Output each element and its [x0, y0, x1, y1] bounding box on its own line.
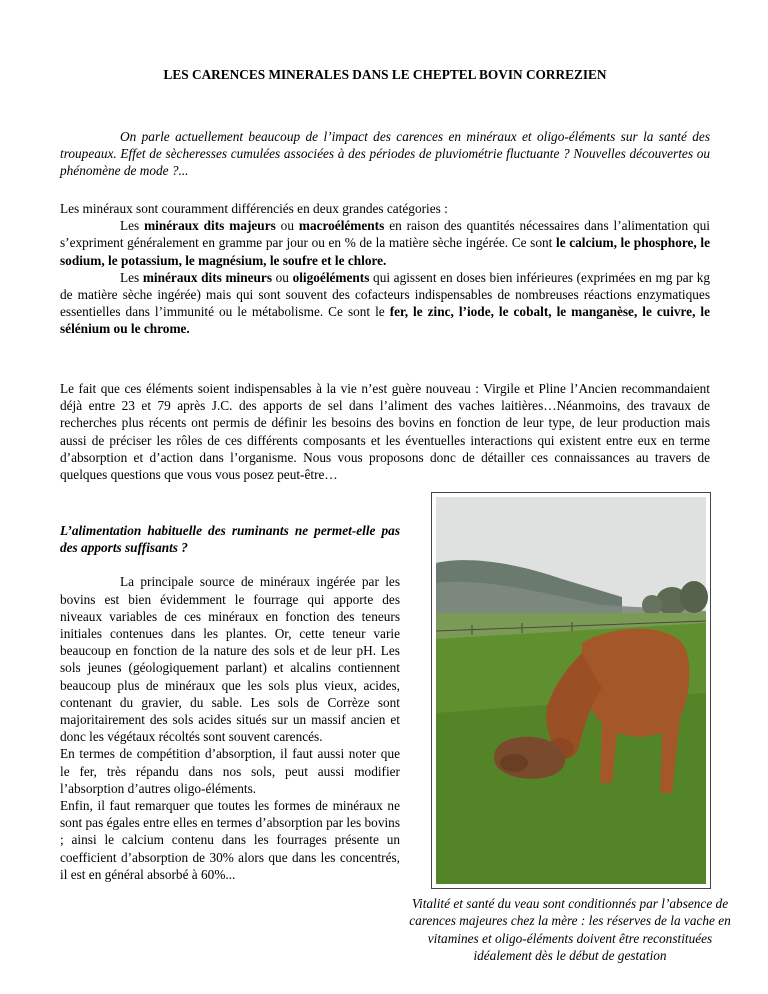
question-section: [60, 522, 400, 883]
macroelements-paragraph: Les minéraux dits majeurs ou macroéléments en raison des quantités nécessaires dans l’alimentation qui s’expriment généralement en gramme par jour ou en % de la matière sèche ingérée. Ce sont le calcium, le phosphore, le sodium, le potassium, le magnésium, le soufre et le chlore.: [60, 218, 710, 268]
term-macroelements: macroéléments: [298, 218, 385, 234]
intro-paragraph: On parle actuellement beaucoup de l’impact des carences en minéraux et oligo-éléments sur la santé des troupeaux. Effet de sècheresses cumulées associées à des périodes de pluviométrie fluctuante ? Nouvelles découvertes ou phénomène de mode ?...: [60, 129, 710, 179]
photo-frame: [431, 492, 711, 889]
mineral-categories: [60, 200, 710, 338]
document-title: LES CARENCES MINERALES DANS LE CHEPTEL BOVIN CORREZIEN: [163, 67, 607, 82]
question-paragraph-1: La principale source de minéraux ingérée par les bovins est bien évidemment le fourrage qui apporte des niveaux variables de ces minéraux en fonction des teneurs initiales contenues dans les plantes. Or, cette teneur varie beaucoup en fonction de la nature des sols et de leur pH. Les sols jeunes (géologiquement parlant) et alcalins contiennent beaucoup plus de minéraux que les sols plus vieux, acides, contenant du gravier, du sable. Les sols de Corrèze sont majoritairement des sols acides situés sur un massif ancien et donc les végétaux récoltés sont souvent carencés.: [60, 574, 400, 745]
term-mineraux-mineurs: minéraux dits mineurs: [142, 269, 273, 285]
categories-lead: Les minéraux sont couramment différenciés en deux grandes catégories :: [60, 201, 448, 216]
cow-and-calf-photo: [432, 493, 710, 888]
figure-caption: Vitalité et santé du veau sont conditionnés par l’absence de carences majeures chez la mère : les réserves de la vache en vitamines et oligo-éléments doivent être reconstituées idéalement dès le début de gestation: [409, 896, 731, 964]
term-oligoelements: oligoéléments: [292, 269, 370, 285]
question-paragraph-2: En termes de compétition d’absorption, il faut aussi noter que le fer, très répandu dans nos sols, peut aussi modifier l’absorption d’autres oligo-éléments.: [60, 746, 400, 796]
macroelements-list: le calcium, le phosphore, le sodium, le potassium, le magnésium, le soufre et le chlore.: [60, 235, 710, 268]
oligoelements-paragraph: Les minéraux dits mineurs ou oligoéléments qui agissent en doses bien inférieures (exprimées en mg par kg de matière sèche ingérée) mais qui sont souvent des cofacteurs indispensables de nombreuses réactions enzymatiques essentielles dans l’immunité ou le métabolisme. Ce sont le fer, le zinc, l’iode, le cobalt, le manganèse, le cuivre, le sélénium ou le chrome.: [60, 269, 710, 337]
term-mineraux-majeurs: minéraux dits majeurs: [144, 218, 276, 234]
question-heading: L’alimentation habituelle des ruminants ne permet-elle pas des apports suffisants ?: [60, 523, 400, 556]
history-paragraph: Le fait que ces éléments soient indispensables à la vie n’est guère nouveau : Virgile et Pline l’Ancien recommandaient déjà entre 23 et 79 après J.C. des apports de sel dans l’aliment des vaches laitières…Néanmoins, des travaux de recherches plus récents ont permis de définir les besoins des bovins en fonction de leur type, de leur production mais aussi de préciser les rôles de ces différents composants et les éventuelles interactions qui existent entre eux en terme d’absorption et d’action dans l’organisme. Nous vous proposons donc de détailler ces connaissances au travers de quelques questions que vous vous posez peut-être…: [60, 381, 710, 483]
question-paragraph-3: Enfin, il faut remarquer que toutes les formes de minéraux ne sont pas égales entre elles en termes d’absorption par les bovins ; ainsi le calcium contenu dans les fourrages présente un coefficient d’absorption de 30% alors que dans les concentrés, il est en général absorbé à 60%...: [60, 798, 400, 882]
oligoelements-list: fer, le zinc, l’iode, le cobalt, le manganèse, le cuivre, le sélénium ou le chrome.: [60, 304, 710, 337]
